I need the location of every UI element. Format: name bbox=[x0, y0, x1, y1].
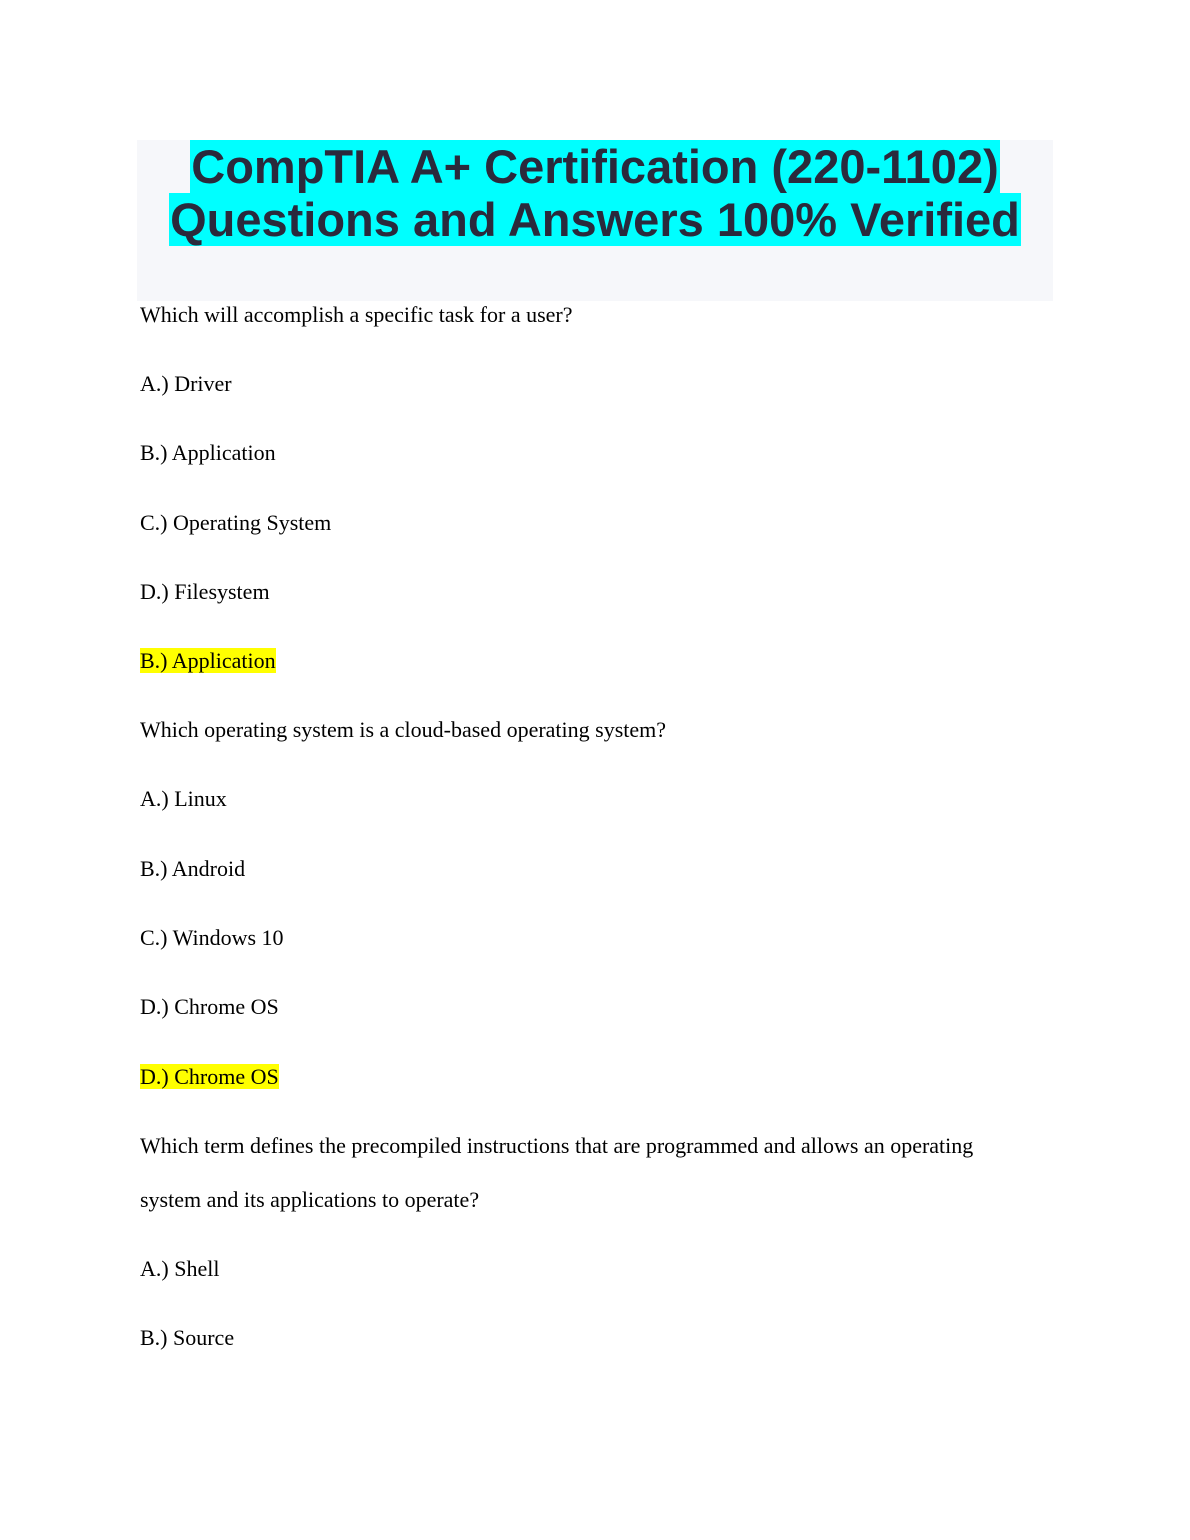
question-1-option-a: A.) Driver bbox=[140, 371, 232, 396]
question-1-option-b: B.) Application bbox=[140, 440, 276, 465]
question-1-option-c: C.) Operating System bbox=[140, 510, 332, 535]
question-3-option-b: B.) Source bbox=[140, 1325, 235, 1350]
document-title-line-1: CompTIA A+ Certification (220-1102) bbox=[191, 140, 999, 193]
question-1-option-d: D.) Filesystem bbox=[140, 579, 270, 604]
question-3-text-line-2: system and its applications to operate? bbox=[140, 1187, 480, 1212]
question-2-option-a: A.) Linux bbox=[140, 786, 227, 811]
question-3-text-line-1: Which term defines the precompiled instructions that are programmed and allows an operating bbox=[140, 1133, 974, 1158]
question-1-text: Which will accomplish a specific task for a user? bbox=[140, 302, 573, 327]
question-1-answer bbox=[140, 647, 276, 675]
question-3-option-a: A.) Shell bbox=[140, 1256, 220, 1281]
answer-highlight: B.) Application bbox=[140, 648, 276, 673]
question-2-answer bbox=[140, 1063, 279, 1091]
question-2-option-d: D.) Chrome OS bbox=[140, 994, 279, 1019]
answer-highlight: D.) Chrome OS bbox=[140, 1064, 279, 1089]
question-2-text: Which operating system is a cloud-based operating system? bbox=[140, 717, 667, 742]
question-2-option-b: B.) Android bbox=[140, 856, 246, 881]
question-2-option-c: C.) Windows 10 bbox=[140, 925, 284, 950]
document-title-line-2: Questions and Answers 100% Verified bbox=[170, 193, 1020, 246]
title-block bbox=[137, 140, 1053, 301]
